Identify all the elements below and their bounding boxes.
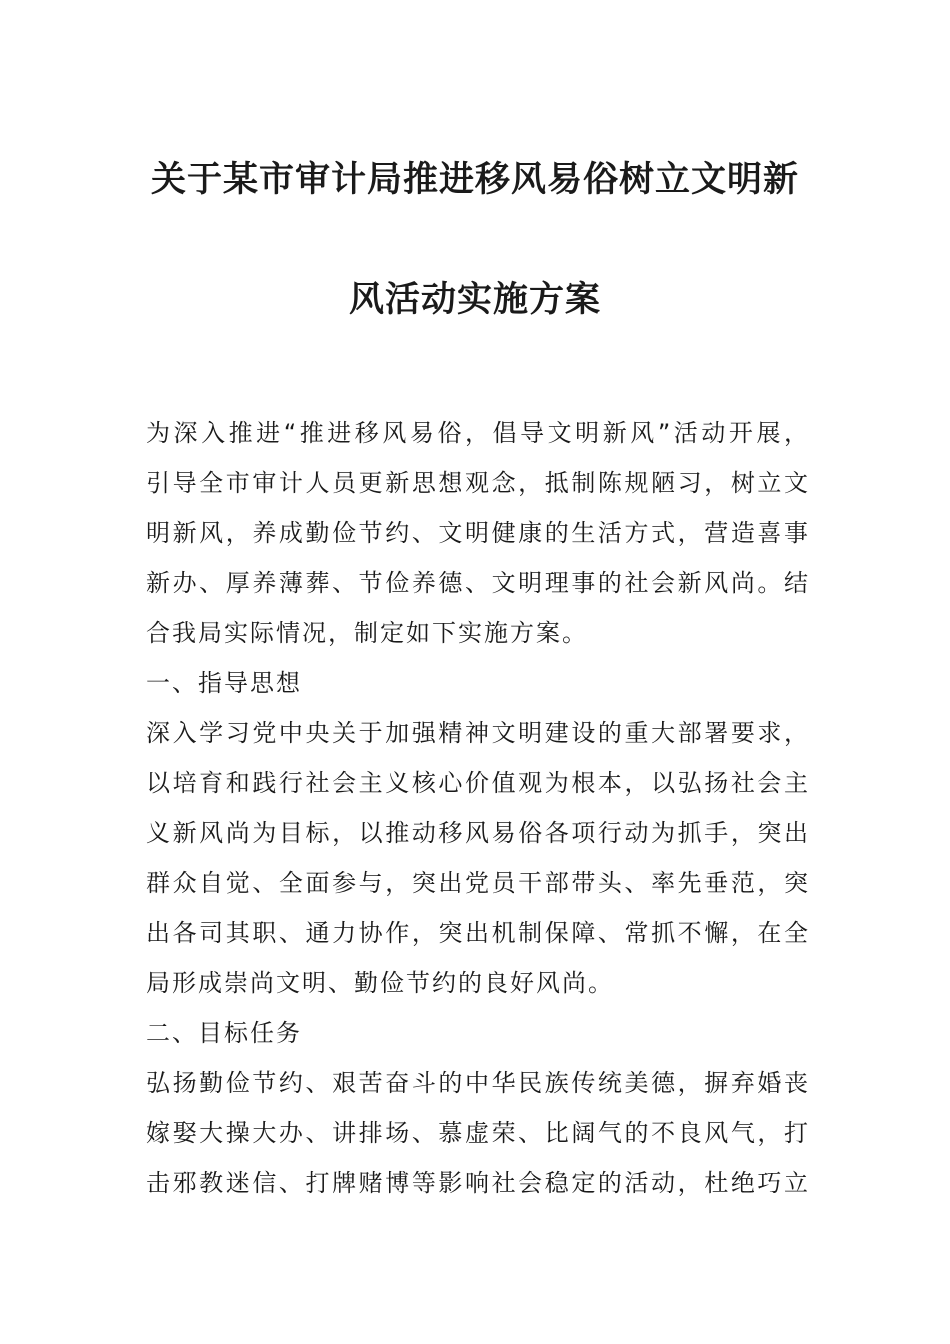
body-line: 击邪教迷信、打牌赌博等影响社会稳定的活动，杜绝巧立: [146, 1169, 808, 1197]
body-line: 以培育和践行社会主义核心价值观为根本，以弘扬社会主: [146, 769, 808, 797]
body-line: 群众自觉、全面参与，突出党员干部带头、率先垂范，突: [146, 869, 808, 897]
document-body: [146, 408, 808, 1208]
body-line: 弘扬勤俭节约、艰苦奋斗的中华民族传统美德，摒弃婚丧: [146, 1069, 808, 1097]
body-line: 局形成崇尚文明、勤俭节约的良好风尚。: [146, 969, 614, 997]
body-line: 引导全市审计人员更新思想观念，抵制陈规陋习，树立文: [146, 469, 808, 497]
section-heading-goals-tasks: 二、目标任务: [146, 1019, 302, 1047]
body-line: 合我局实际情况，制定如下实施方案。: [146, 619, 588, 647]
body-line: 明新风，养成勤俭节约、文明健康的生活方式，营造喜事: [146, 519, 808, 547]
body-line: 出各司其职、通力协作，突出机制保障、常抓不懈，在全: [146, 919, 808, 947]
body-line: 深入学习党中央关于加强精神文明建设的重大部署要求，: [146, 719, 808, 747]
section-heading-guiding-thought: 一、指导思想: [146, 669, 302, 697]
body-line: 新办、厚养薄葬、节俭养德、文明理事的社会新风尚。结: [146, 569, 808, 597]
body-line: 为深入推进“推进移风易俗，倡导文明新风”活动开展，: [146, 419, 808, 447]
body-line: 义新风尚为目标，以推动移风易俗各项行动为抓手，突出: [146, 819, 808, 847]
body-line: 嫁娶大操大办、讲排场、慕虚荣、比阔气的不良风气，打: [146, 1119, 808, 1147]
document-title-line-1: 关于某市审计局推进移风易俗树立文明新: [150, 159, 799, 200]
document-title-line-2: 风活动实施方案: [348, 279, 601, 320]
